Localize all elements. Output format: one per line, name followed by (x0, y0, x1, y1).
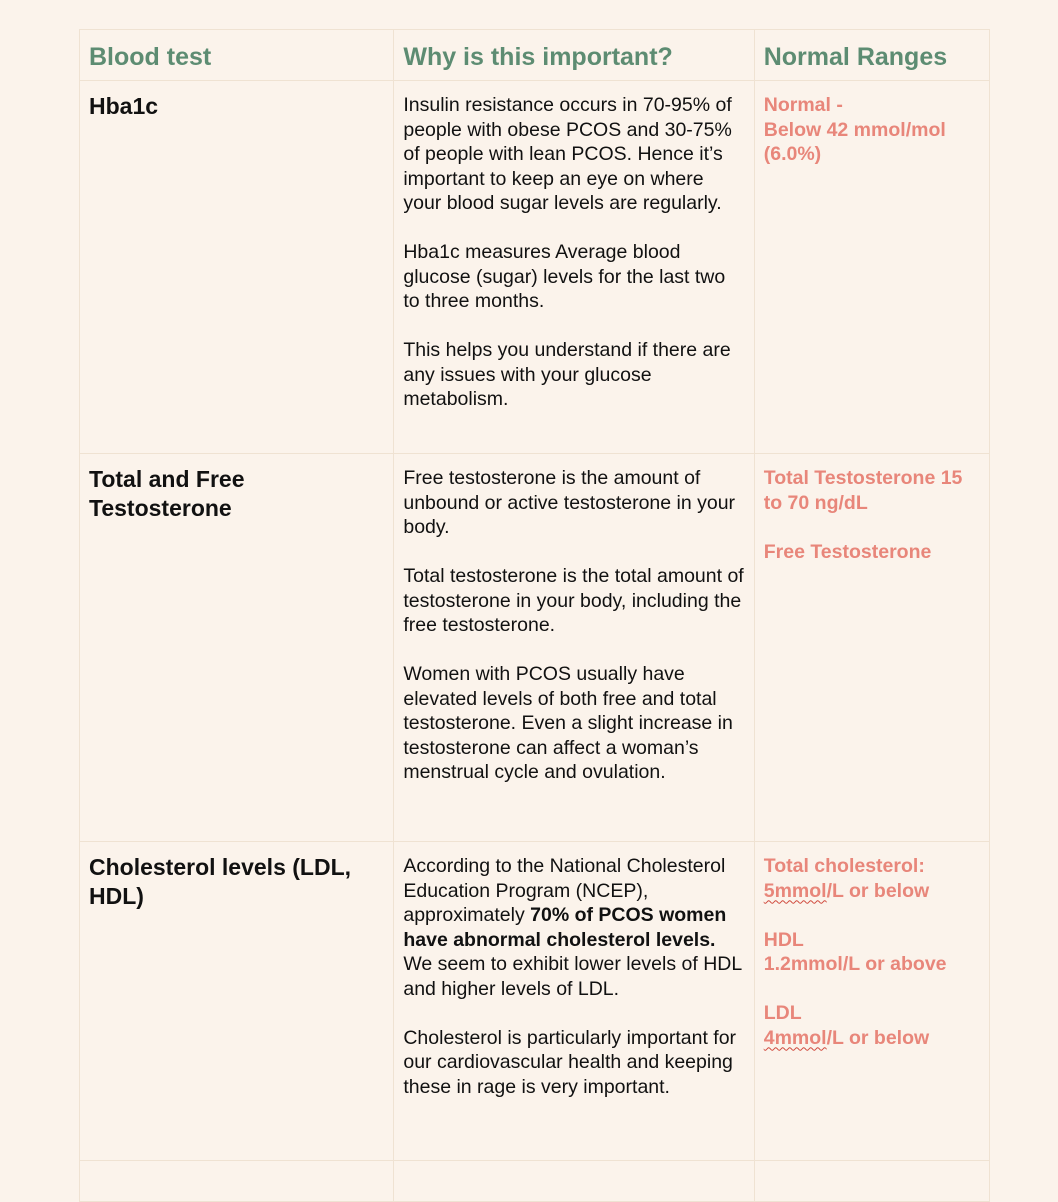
spellcheck-word: 5mmol (763, 879, 827, 902)
range-label: Free Testosterone (763, 540, 932, 563)
header-label: Why is this important? (403, 43, 673, 71)
blood-test-table (79, 29, 990, 1202)
range-label: LDL (763, 1002, 802, 1024)
test-name: Hba1c (89, 93, 159, 119)
why-intro-text: According to the National Cholesterol Education Program (NCEP), approximately (403, 855, 726, 926)
test-name-cell (80, 842, 394, 1161)
range-cell (754, 454, 989, 842)
range-value: /L or below (826, 1026, 930, 1049)
table-row (80, 1161, 990, 1202)
range-ldl (764, 1001, 980, 1050)
test-name: Total and Free Testosterone (89, 466, 245, 521)
test-name: Cholesterol levels (LDL, HDL) (89, 854, 352, 909)
why-paragraph: Hba1c measures Average blood glucose (sugar) levels for the last two to three months. (403, 241, 726, 312)
table-row (80, 454, 990, 842)
table-row (80, 842, 990, 1161)
range-label: Total cholesterol: (763, 855, 925, 877)
header-blood-test (80, 30, 394, 81)
why-paragraph: This helps you understand if there are any issues with your glucose metabolism. (403, 339, 731, 410)
why-cell (394, 81, 754, 454)
range-value: Below 42 mmol/mol (6.0%) (763, 118, 946, 165)
range-cell (754, 842, 989, 1161)
header-label: Normal Ranges (763, 43, 948, 71)
test-name-cell (80, 81, 394, 454)
range-value: Total Testosterone 15 to 70 ng/dL (763, 467, 963, 514)
why-paragraph: Women with PCOS usually have elevated levels of both free and total testosterone. Even a slight increase in testosterone can affect a woman’s menstrual cycle and ovulation. (403, 663, 733, 783)
empty-cell (80, 1161, 394, 1202)
range-value: 1.2mmol/L or above (763, 953, 947, 975)
empty-cell (394, 1161, 754, 1202)
why-paragraph: Cholesterol is particularly important for our cardiovascular health and keeping these in rage is very important. (403, 1026, 737, 1098)
header-label: Blood test (89, 43, 212, 71)
range-total-cholesterol (764, 854, 980, 903)
empty-cell (754, 1161, 989, 1202)
why-paragraph: Free testosterone is the amount of unbound or active testosterone in your body. (403, 467, 736, 538)
range-label: HDL (763, 928, 804, 951)
why-paragraph (403, 854, 744, 1001)
why-cell (394, 842, 754, 1161)
range-cell (754, 81, 989, 454)
header-normal-ranges (754, 30, 989, 81)
range-label: Normal - (763, 94, 843, 116)
range-hdl (764, 928, 980, 977)
table-header-row (80, 30, 990, 81)
why-cell (394, 454, 754, 842)
why-paragraph: Total testosterone is the total amount of testosterone in your body, including the free testosterone. (403, 565, 744, 636)
spellcheck-word: 4mmol (763, 1026, 827, 1049)
why-paragraph: Insulin resistance occurs in 70-95% of people with obese PCOS and 30-75% of people with lean PCOS. Hence it’s important to keep an eye on where your blood sugar levels are regularly. (403, 94, 732, 214)
table-row (80, 81, 990, 454)
test-name-cell (80, 454, 394, 842)
why-bold-text: 70% of PCOS women have abnormal cholesterol levels. (403, 904, 727, 951)
why-outro-text: We seem to exhibit lower levels of HDL and higher levels of LDL. (403, 953, 742, 1000)
header-why-important (394, 30, 754, 81)
range-value: /L or below (826, 879, 930, 902)
